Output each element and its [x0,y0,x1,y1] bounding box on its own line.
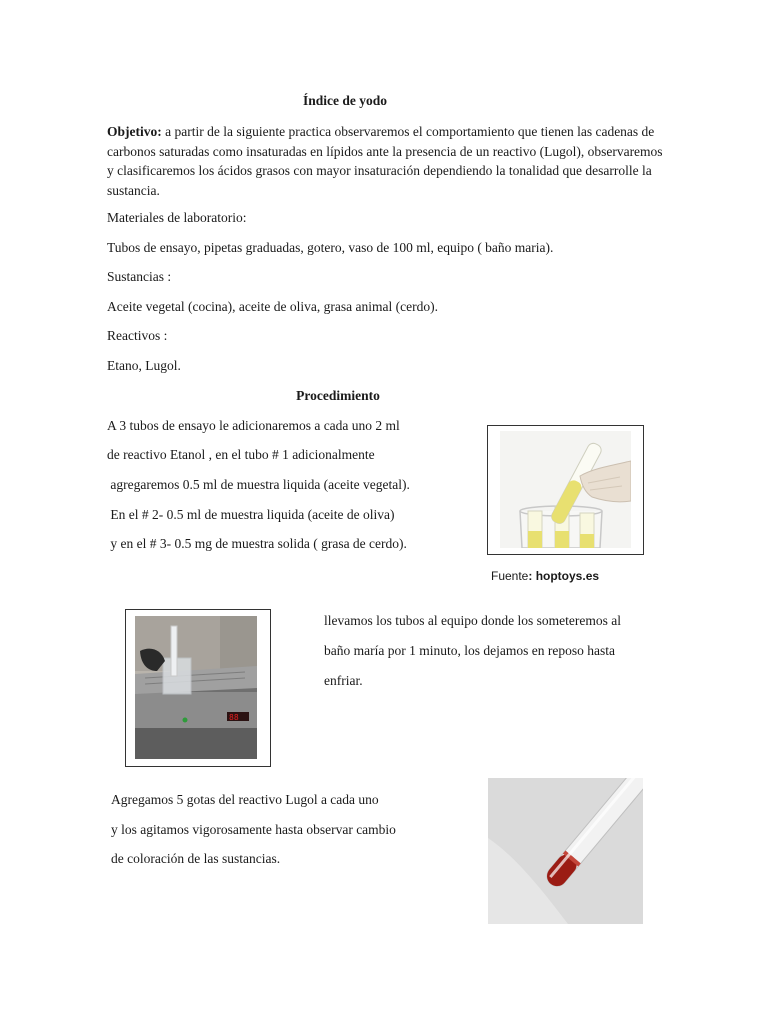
objective-paragraph [107,122,667,200]
materials-heading: Materiales de laboratorio: [107,210,247,225]
step1-line: En el # 2- 0.5 ml de muestra liquida (aceite de oliva) [107,507,395,522]
step3-line: Agregamos 5 gotas del reactivo Lugol a cada uno [111,792,379,807]
step3-line: de coloración de las sustancias. [111,851,281,866]
step3-line: y los agitamos vigorosamente hasta observar cambio [111,822,396,837]
source-prefix: Fuente [491,569,529,583]
objective-text: a partir de la siguiente practica observaremos el comportamiento que tienen las cadenas de carbonos saturadas como insaturadas en lípidos ante la presencia de un reactivo (Lugol), observaremos y clasificaremos los ácidos grasos con mayor insaturación dependiendo la tonalidad que desarrolle la sustancia. [107,124,663,198]
source-name: : hoptoys.es [528,569,600,583]
water-bath-photo [135,616,257,759]
image-source-caption [491,567,599,585]
step1-line: y en el # 3- 0.5 mg de muestra solida ( grasa de cerdo). [107,536,407,551]
substances-text: Aceite vegetal (cocina), aceite de oliva, grasa animal (cerdo). [107,299,438,314]
page-title: Índice de yodo [302,93,387,108]
step2-line: baño maría por 1 minuto, los dejamos en reposo hasta [324,643,615,658]
lugol-tube-photo [488,778,643,924]
materials-text: Tubos de ensayo, pipetas graduadas, gotero, vaso de 100 ml, equipo ( baño maria). [107,240,554,255]
step1-line: agregaremos 0.5 ml de muestra liquida (aceite vegetal). [107,477,410,492]
step1-line: A 3 tubos de ensayo le adicionaremos a cada uno 2 ml [107,418,400,433]
test-tubes-photo [500,431,631,548]
substances-heading: Sustancias : [107,269,172,284]
objective-label: Objetivo: [107,124,162,139]
step1-line: de reactivo Etanol , en el tubo # 1 adicionalmente [107,447,375,462]
water-bath-photo-frame [125,609,271,767]
reagents-text: Etano, Lugol. [107,358,181,373]
reagents-heading: Reactivos : [107,328,168,343]
step2-line: llevamos los tubos al equipo donde los someteremos al [324,613,621,628]
procedure-heading: Procedimiento [296,388,380,403]
svg-text:88: 88 [229,713,239,722]
step2-line: enfriar. [324,673,363,688]
test-tubes-photo-frame [487,425,644,555]
